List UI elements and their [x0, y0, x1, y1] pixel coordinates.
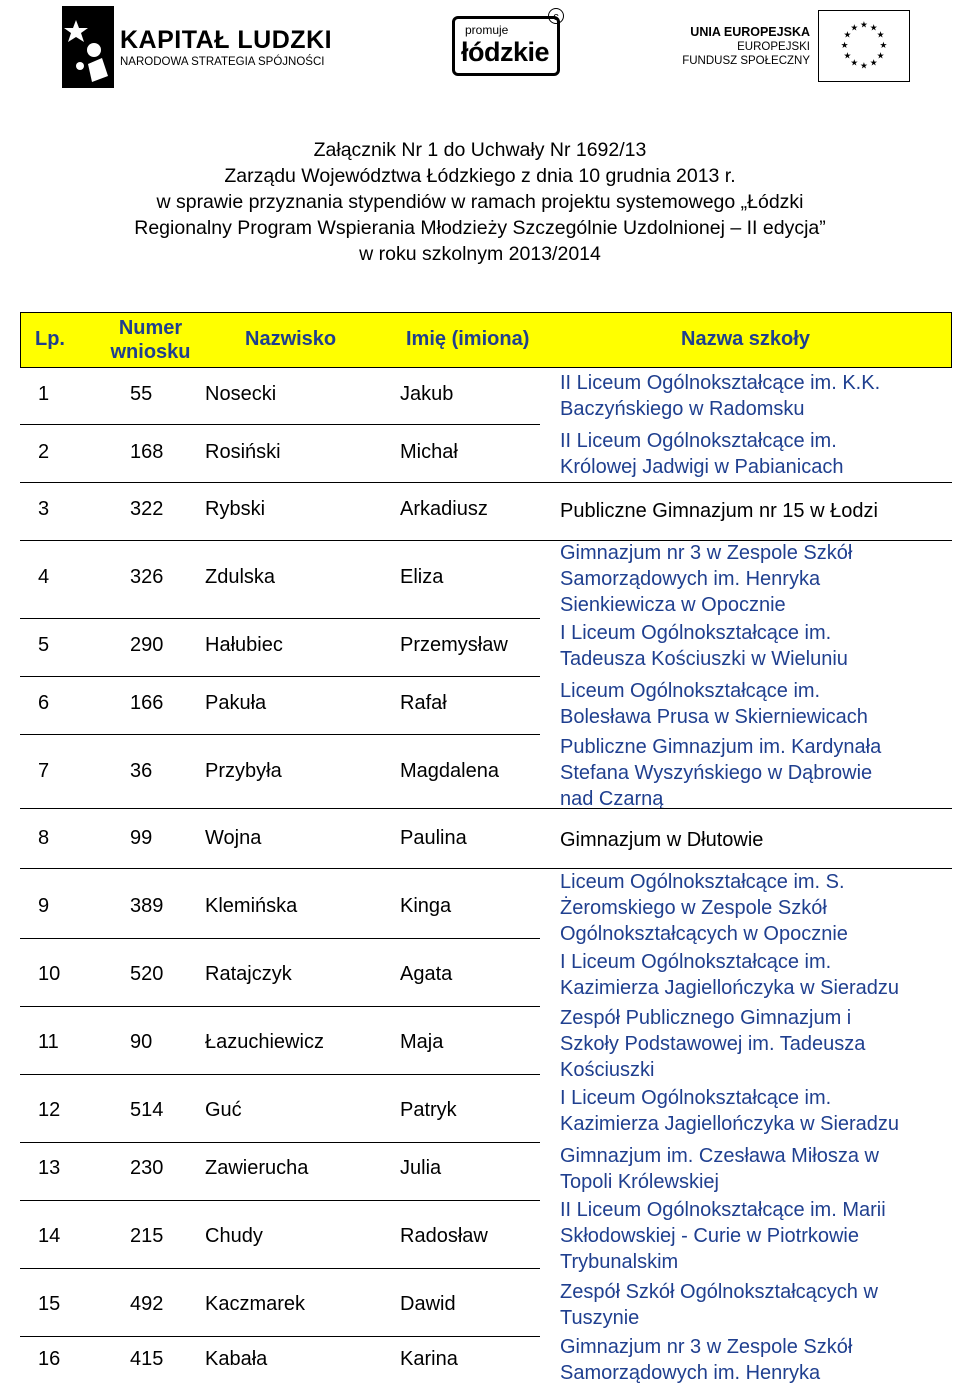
eu-flag-icon [818, 10, 910, 82]
row-imie: Agata [400, 963, 453, 985]
column-nazwisko: Nazwisko [245, 328, 337, 350]
kapital-ludzki-subtitle: NARODOWA STRATEGIA SPÓJNOŚCI [120, 56, 325, 68]
row-numer-wniosku: 290 [130, 634, 164, 656]
row-lp: 3 [38, 498, 50, 520]
row-numer-wniosku: 55 [130, 383, 153, 405]
svg-text:★: ★ [843, 51, 852, 62]
column-lp: Lp. [35, 328, 65, 350]
svg-text:★: ★ [879, 40, 888, 51]
row-nazwisko: Chudy [205, 1225, 263, 1247]
kapital-ludzki-logo [62, 6, 332, 88]
school-line: Liceum Ogólnokształcące im. [560, 680, 821, 702]
row-lp: 11 [38, 1031, 59, 1053]
row-nazwisko: Kaczmarek [205, 1293, 306, 1315]
svg-text:★: ★ [850, 23, 859, 34]
row-lp: 8 [38, 827, 50, 849]
school-line: Gimnazjum im. Czesława Miłosza w [560, 1145, 879, 1167]
school-line: Stefana Wyszyńskiego w Dąbrowie [560, 762, 873, 784]
lodzkie-main-text: łódzkie [461, 37, 550, 67]
row-divider [20, 424, 540, 425]
section-divider [20, 540, 952, 541]
row-divider [20, 1142, 540, 1143]
svg-text:★: ★ [840, 40, 849, 51]
school-line: Liceum Ogólnokształcące im. S. [560, 871, 845, 893]
school-line: Publiczne Gimnazjum im. Kardynała [560, 736, 882, 758]
lodzkie-top-text: promuje [465, 23, 509, 37]
header-line-3: w sprawie przyznania stypendiów w ramach projektu systemowego „Łódzki [156, 191, 804, 213]
section-divider [20, 808, 952, 809]
row-lp: 16 [38, 1348, 61, 1370]
promuje-lodzkie-logo [452, 16, 560, 76]
school-line: Tadeusza Kościuszki w Wieluniu [560, 648, 848, 670]
row-numer-wniosku: 215 [130, 1225, 164, 1247]
row-numer-wniosku: 99 [130, 827, 153, 849]
row-lp: 15 [38, 1293, 61, 1315]
school-line: II Liceum Ogólnokształcące im. K.K. [560, 372, 881, 394]
school-line: Kazimierza Jagiellończyka w Sieradzu [560, 1113, 900, 1135]
column-numer-wniosku [103, 316, 198, 364]
row-lp: 5 [38, 634, 50, 656]
school-line: II Liceum Ogólnokształcące im. Marii [560, 1199, 886, 1221]
school-line: Zespół Publicznego Gimnazjum i [560, 1007, 852, 1029]
row-numer-wniosku: 492 [130, 1293, 164, 1315]
row-imie: Maja [400, 1031, 444, 1053]
school-line: I Liceum Ogólnokształcące im. [560, 1087, 832, 1109]
row-imie: Dawid [400, 1293, 456, 1315]
row-nazwisko: Klemińska [205, 895, 298, 917]
row-lp: 9 [38, 895, 50, 917]
copyright-icon: c [548, 8, 564, 24]
header-line-2: Zarządu Województwa Łódzkiego z dnia 10 grudnia 2013 r. [224, 165, 736, 187]
school-line: Gimnazjum nr 3 w Zespole Szkół [560, 1336, 853, 1358]
row-divider [20, 618, 540, 619]
row-lp: 6 [38, 692, 50, 714]
logo-bar [0, 0, 960, 100]
row-nazwa-szkoly [560, 678, 868, 730]
row-nazwa-szkoly [560, 1005, 865, 1083]
row-nazwa-szkoly [560, 620, 848, 672]
row-nazwisko: Hałubiec [205, 634, 283, 656]
kapital-ludzki-title: KAPITAŁ LUDZKI [120, 26, 333, 54]
section-divider [20, 482, 952, 483]
school-line: II Liceum Ogólnokształcące im. [560, 430, 837, 452]
row-lp: 10 [38, 963, 61, 985]
row-nazwisko: Nosecki [205, 383, 277, 405]
row-divider [20, 1074, 540, 1075]
school-line: Kazimierza Jagiellończyka w Sieradzu [560, 977, 900, 999]
row-lp: 4 [38, 566, 50, 588]
eu-line-1: UNIA EUROPEJSKA [690, 25, 810, 39]
row-nazwisko: Zdulska [205, 566, 276, 588]
row-nazwisko: Łazuchiewicz [205, 1031, 324, 1053]
row-numer-wniosku: 322 [130, 498, 164, 520]
row-numer-wniosku: 36 [130, 760, 153, 782]
row-nazwisko: Przybyła [205, 760, 282, 782]
row-divider [20, 1200, 540, 1201]
row-numer-wniosku: 230 [130, 1157, 164, 1179]
row-nazwa-szkoly [560, 370, 880, 422]
row-lp: 14 [38, 1225, 61, 1247]
row-imie: Radosław [400, 1225, 488, 1247]
svg-text:★: ★ [869, 23, 878, 34]
row-nazwa-szkoly [560, 498, 878, 524]
row-nazwa-szkoly [560, 1334, 852, 1386]
row-nazwisko: Rosiński [205, 441, 281, 463]
row-imie: Karina [400, 1348, 458, 1370]
svg-text:★: ★ [869, 58, 878, 69]
header-line-1: Załącznik Nr 1 do Uchwały Nr 1692/13 [313, 139, 647, 161]
row-nazwisko: Pakuła [205, 692, 267, 714]
row-imie: Patryk [400, 1099, 457, 1121]
row-imie: Przemysław [400, 634, 508, 656]
row-divider [20, 938, 540, 939]
school-line: Sienkiewicza w Opocznie [560, 594, 786, 616]
row-lp: 12 [38, 1099, 61, 1121]
row-numer-wniosku: 514 [130, 1099, 164, 1121]
row-numer-wniosku: 415 [130, 1348, 164, 1370]
eu-logo-text [682, 24, 810, 68]
school-line: Ogólnokształcących w Opocznie [560, 923, 848, 945]
document-header [0, 137, 960, 267]
school-line: Samorządowych im. Henryka [560, 568, 821, 590]
row-nazwa-szkoly [560, 1085, 899, 1137]
column-numer-line-1: Numer [118, 317, 183, 339]
row-lp: 7 [38, 760, 50, 782]
svg-text:★: ★ [860, 20, 868, 31]
row-numer-wniosku: 168 [130, 441, 164, 463]
school-line: Samorządowych im. Henryka [560, 1362, 821, 1384]
row-imie: Julia [400, 1157, 442, 1179]
row-imie: Rafał [400, 692, 447, 714]
school-line: Królowej Jadwigi w Pabianicach [560, 456, 844, 478]
section-divider [20, 868, 952, 869]
row-nazwa-szkoly [560, 540, 852, 618]
row-lp: 1 [38, 383, 50, 405]
school-line: Topoli Królewskiej [560, 1171, 719, 1193]
eu-line-2: EUROPEJSKI [737, 41, 810, 53]
column-numer-line-2: wniosku [110, 341, 191, 363]
eu-logo [682, 10, 910, 88]
row-imie: Eliza [400, 566, 444, 588]
svg-text:★: ★ [860, 61, 868, 72]
row-nazwa-szkoly [560, 1143, 879, 1195]
school-line: nad Czarną [560, 788, 664, 810]
row-numer-wniosku: 90 [130, 1031, 153, 1053]
row-lp: 2 [38, 441, 50, 463]
row-divider [20, 1268, 540, 1269]
school-line: Gimnazjum w Dłutowie [560, 829, 764, 851]
row-divider [20, 676, 540, 677]
school-line: Trybunalskim [560, 1251, 679, 1273]
row-numer-wniosku: 389 [130, 895, 164, 917]
table-header [20, 312, 952, 368]
row-nazwa-szkoly [560, 1197, 886, 1275]
row-divider [20, 734, 540, 735]
row-nazwisko: Rybski [205, 498, 266, 520]
school-line: I Liceum Ogólnokształcące im. [560, 951, 832, 973]
row-numer-wniosku: 326 [130, 566, 164, 588]
row-nazwa-szkoly [560, 1279, 878, 1331]
row-numer-wniosku: 520 [130, 963, 164, 985]
row-nazwisko: Kabała [205, 1348, 268, 1370]
school-line: Zespół Szkół Ogólnokształcących w [560, 1281, 878, 1303]
svg-text:★: ★ [876, 30, 885, 41]
svg-text:★: ★ [876, 51, 885, 62]
row-imie: Michał [400, 441, 458, 463]
row-divider [20, 1006, 540, 1007]
eu-line-3: FUNDUSZ SPOŁECZNY [682, 55, 810, 67]
row-imie: Arkadiusz [400, 498, 488, 520]
header-line-4: Regionalny Program Wspierania Młodzieży Szczególnie Uzdolnionej – II edycja” [134, 217, 826, 239]
svg-text:★: ★ [843, 30, 852, 41]
school-line: Kościuszki [560, 1059, 655, 1081]
school-line: Baczyńskiego w Radomsku [560, 398, 805, 420]
row-nazwa-szkoly [560, 734, 881, 812]
school-line: Żeromskiego w Zespole Szkół [560, 897, 827, 919]
row-nazwisko: Ratajczyk [205, 963, 292, 985]
row-nazwa-szkoly [560, 949, 899, 1001]
column-imie: Imię (imiona) [406, 328, 530, 350]
row-lp: 13 [38, 1157, 61, 1179]
row-imie: Jakub [400, 383, 454, 405]
column-nazwa-szkoly: Nazwa szkoły [681, 328, 810, 350]
school-line: Tuszynie [560, 1307, 640, 1329]
row-imie: Kinga [400, 895, 452, 917]
school-line: Szkoły Podstawowej im. Tadeusza [560, 1033, 866, 1055]
row-nazwa-szkoly [560, 827, 763, 853]
row-imie: Paulina [400, 827, 467, 849]
school-line: Publiczne Gimnazjum nr 15 w Łodzi [560, 500, 878, 522]
row-nazwisko: Wojna [205, 827, 262, 849]
row-nazwa-szkoly [560, 869, 848, 947]
school-line: Bolesława Prusa w Skierniewicach [560, 706, 868, 728]
svg-text:★: ★ [850, 58, 859, 69]
header-line-5: w roku szkolnym 2013/2014 [359, 243, 601, 265]
school-line: Skłodowskiej - Curie w Piotrkowie [560, 1225, 859, 1247]
row-imie: Magdalena [400, 760, 499, 782]
kapital-ludzki-star-icon [62, 6, 114, 88]
school-line: Gimnazjum nr 3 w Zespole Szkół [560, 542, 853, 564]
row-numer-wniosku: 166 [130, 692, 164, 714]
row-nazwisko: Guć [205, 1099, 242, 1121]
row-nazwa-szkoly [560, 428, 843, 480]
row-divider [20, 1336, 540, 1337]
row-nazwisko: Zawierucha [205, 1157, 309, 1179]
school-line: I Liceum Ogólnokształcące im. [560, 622, 832, 644]
